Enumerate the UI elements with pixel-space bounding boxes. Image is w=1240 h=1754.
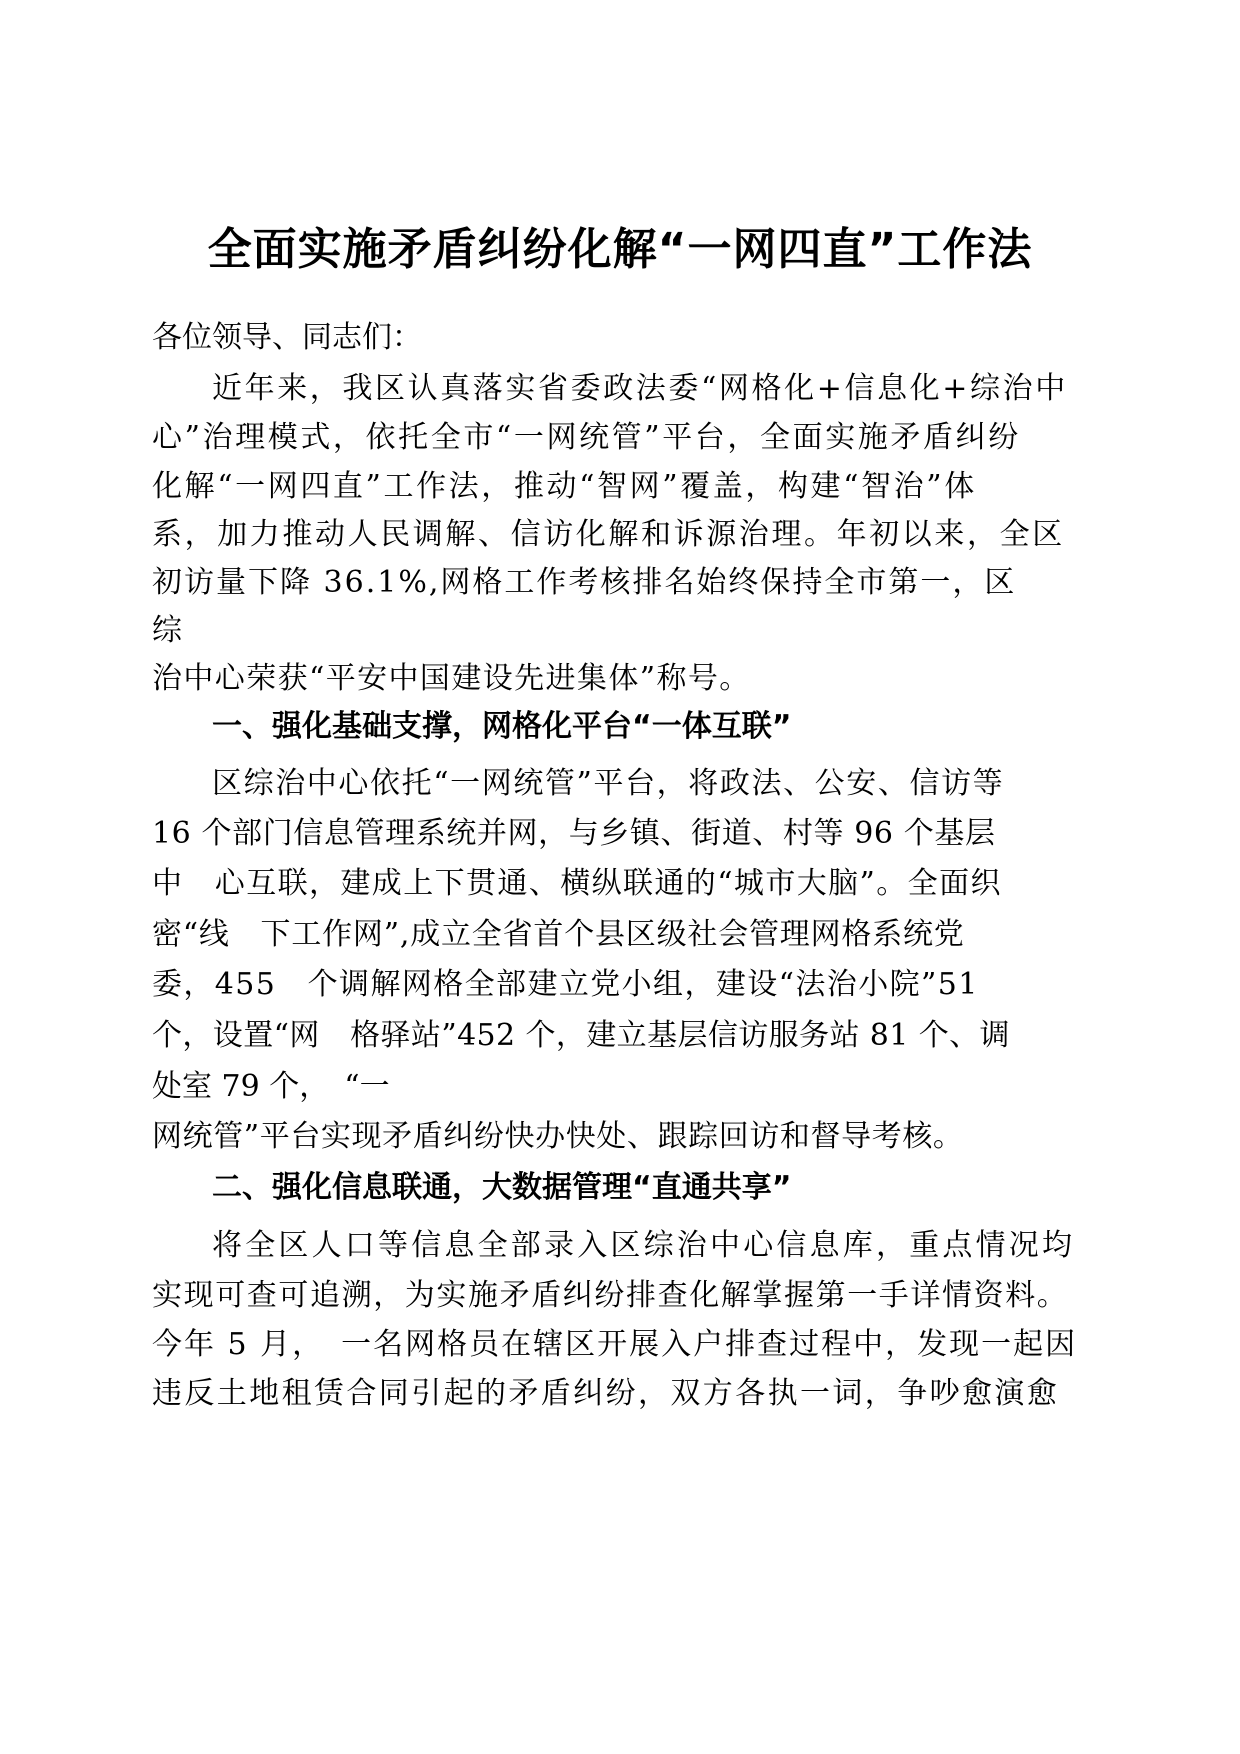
salutation: 各位领导、同志们： xyxy=(152,320,422,355)
intro-line-3: 化解“一网四直”工作法，推动“智网”覆盖，构建“智治”体 xyxy=(152,469,977,504)
section-2-line-2: 实现可查可追溯，为实施矛盾纠纷排查化解掌握第一手详情资料。 xyxy=(152,1278,1069,1313)
intro-line-4: 系，加力推动人民调解、信访化解和诉源治理。年初以来，全区 xyxy=(152,517,1065,552)
intro-line-5: 初访量下降 36.1%,网格工作考核排名始终保持全市第一，区 xyxy=(152,565,1017,600)
intro-line-7: 治中心荣获“平安中国建设先进集体”称号。 xyxy=(152,661,751,696)
intro-line-1: 近年来，我区认真落实省委政法委“网格化+信息化+综治中 xyxy=(212,371,1068,406)
section-1-line-3: 中 心互联，建成上下贯通、横纵联通的“城市大脑”。全面织 xyxy=(152,866,1002,901)
section-2-line-4: 违反土地租赁合同引起的矛盾纠纷，双方各执一词，争吵愈演愈 xyxy=(152,1376,1060,1411)
section-1-line-4: 密“线 下工作网”,成立全省首个县区级社会管理网格系统党 xyxy=(152,917,965,952)
section-1-line-2: 16 个部门信息管理系统并网，与乡镇、街道、村等 96 个基层 xyxy=(152,816,996,851)
section-1-line-8: 网统管”平台实现矛盾纠纷快办快处、跟踪回访和督导考核。 xyxy=(152,1119,964,1154)
section-2-line-1: 将全区人口等信息全部录入区综治中心信息库，重点情况均 xyxy=(212,1228,1076,1263)
section-2-line-3: 今年 5 月， 一名网格员在辖区开展入户排查过程中，发现一起因 xyxy=(152,1327,1078,1362)
section-2-heading: 二、强化信息联通，大数据管理“直通共享” xyxy=(212,1170,792,1205)
section-1-line-7: 处室 79 个， “一 xyxy=(152,1069,390,1104)
section-1-heading: 一、强化基础支撑，网格化平台“一体互联” xyxy=(212,709,792,744)
intro-line-2: 心”治理模式，依托全市“一网统管”平台，全面实施矛盾纠纷 xyxy=(152,420,1021,455)
section-1-line-6: 个，设置“网 格驿站”452 个，建立基层信访服务站 81 个、调 xyxy=(152,1018,1010,1053)
section-1-line-5: 委，455 个调解网格全部建立党小组，建设“法治小院”51 xyxy=(152,967,979,1002)
section-1-line-1: 区综治中心依托“一网统管”平台，将政法、公安、信访等 xyxy=(212,766,1005,801)
intro-line-6: 综 xyxy=(152,613,182,648)
document-title: 全面实施矛盾纠纷化解“一网四直”工作法 xyxy=(207,224,1033,275)
